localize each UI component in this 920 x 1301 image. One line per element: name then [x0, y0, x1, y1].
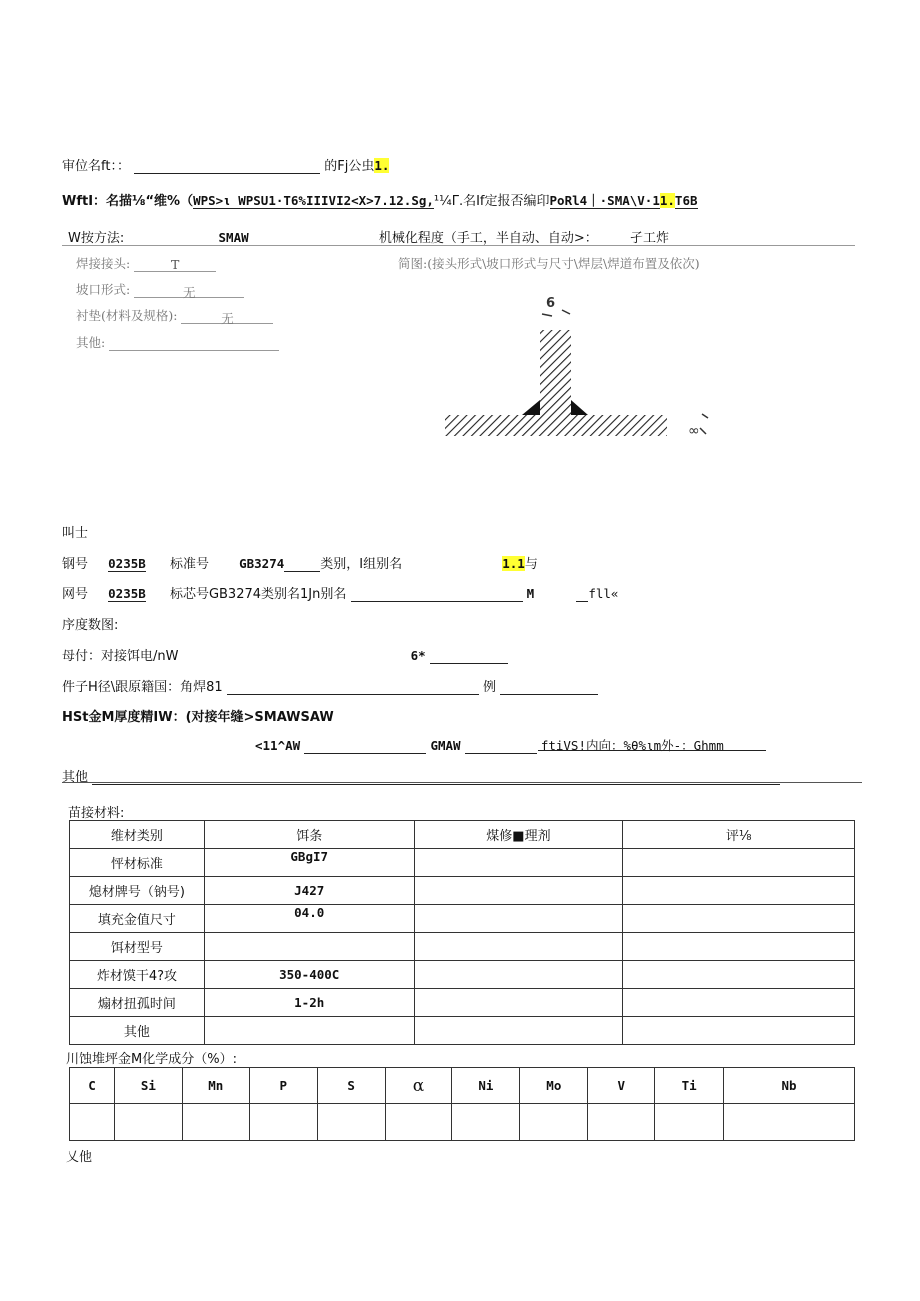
joint-other-blank — [109, 336, 279, 351]
chem-element-header: C — [70, 1068, 115, 1104]
chem-value-cell — [385, 1104, 452, 1141]
fti-label: ftiVS!内向：%θ%ιm外-：Ghmm — [540, 738, 724, 753]
section-divider — [62, 782, 862, 783]
pipe-end: 例 — [482, 680, 496, 695]
groove-line — [76, 280, 244, 298]
angle-label: <11^AW — [255, 738, 301, 753]
filler-row-value: 1-2h — [204, 989, 414, 1017]
filler-row-label: 炸材馍干4?攻 — [70, 961, 205, 989]
filler-header-0: 维材类别 — [70, 821, 205, 849]
filler-cell — [414, 933, 623, 961]
chem-title: 川蚀堆坪金M化学成分（%）: — [66, 1052, 237, 1067]
steel-value-2: 0235B — [108, 586, 146, 601]
filler-row-label: 怦材标准 — [70, 849, 205, 877]
filler-header-2: 煤修■理剂 — [414, 821, 623, 849]
chem-element-header: α — [385, 1068, 452, 1104]
wps-line — [62, 190, 698, 209]
backing-value: 无 — [181, 309, 273, 324]
group-label-1: 类别，I组别名 — [320, 557, 403, 572]
right-fillet-weld — [571, 400, 588, 415]
left-fillet-weld — [522, 400, 540, 415]
chem-value-cell — [588, 1104, 655, 1141]
chem-value-cell — [655, 1104, 724, 1141]
chem-value-cell — [520, 1104, 588, 1141]
gmaw-blank — [465, 739, 537, 754]
chem-value-cell — [317, 1104, 385, 1141]
mother-line — [62, 645, 508, 664]
chem-value-row — [70, 1104, 855, 1141]
divider — [62, 245, 855, 246]
steel-row-2 — [62, 583, 618, 602]
filler-row-value — [204, 933, 414, 961]
chem-value-cell — [249, 1104, 317, 1141]
filler-cell — [623, 849, 855, 877]
chem-element-header: Si — [114, 1068, 182, 1104]
chem-table — [69, 1067, 855, 1141]
filler-cell — [623, 989, 855, 1017]
filler-cell — [623, 905, 855, 933]
filler-row-value: GBgI7 — [204, 849, 414, 877]
unit-blank — [134, 159, 320, 174]
fti-underline — [538, 750, 766, 751]
chem-element-header: Mn — [182, 1068, 249, 1104]
sketch-label: 简图:(接头形式\坡口形式与尺寸\焊层\焊道布置及依次) — [398, 256, 700, 271]
filler-header-3: 评⅛ — [623, 821, 855, 849]
joint-other-label: 其他: — [76, 335, 106, 350]
group-blank-2 — [351, 587, 523, 602]
unit-line — [62, 155, 389, 174]
wps-end: T6B — [674, 193, 698, 208]
chem-element-header: Nb — [724, 1068, 855, 1104]
sketch-mark-right: ∞ — [688, 423, 700, 439]
backing-label: 衬垫(材料及规格): — [76, 308, 178, 323]
filler-header-row — [70, 821, 855, 849]
filler-cell — [414, 849, 623, 877]
filler-cell — [623, 933, 855, 961]
filler-row-value: 350-400C — [204, 961, 414, 989]
joint-type-label: 焊接接头: — [76, 256, 131, 271]
pipe-line — [62, 676, 598, 695]
method-blank — [128, 231, 214, 246]
chem-value-cell — [182, 1104, 249, 1141]
std-value-1: GB3274 — [239, 556, 285, 571]
mother-value: 6* — [410, 648, 426, 663]
mother-label: 母付：对接饵电/nW — [62, 649, 179, 664]
mech-value: 孑工炸 — [629, 231, 669, 246]
vertical-plate — [540, 330, 571, 415]
sketch-mark-top: 6 — [546, 296, 556, 311]
row2-m: M — [526, 586, 535, 601]
group-end-1: 与 — [524, 557, 538, 572]
method-value: SMAW — [218, 230, 249, 245]
filler-table — [69, 820, 855, 1045]
joint-other-line — [76, 333, 279, 351]
chem-element-header: Ni — [452, 1068, 520, 1104]
pipe-end-blank — [500, 680, 598, 695]
filler-row — [70, 877, 855, 905]
std-label-1: 标准号 — [169, 557, 209, 572]
wps-pqr: PoRl4｜·SMA\V·1 — [549, 193, 660, 208]
filler-row — [70, 961, 855, 989]
unit-highlight: 1. — [374, 158, 390, 173]
gmaw-label: GMAW — [430, 738, 461, 753]
wps-prefix: WftI：名描⅛“维%（ — [62, 194, 194, 209]
t-joint-sketch — [430, 290, 730, 450]
steel-row-1 — [62, 553, 538, 572]
std-blank-1 — [284, 557, 320, 572]
chem-value-cell — [724, 1104, 855, 1141]
chem-header-row — [70, 1068, 855, 1104]
chem-element-header: V — [588, 1068, 655, 1104]
filler-row — [70, 905, 855, 933]
joint-type-value: T — [134, 257, 216, 272]
mother-blank — [430, 649, 508, 664]
filler-row-value: 04.0 — [204, 905, 414, 933]
chem-element-header: Ti — [655, 1068, 724, 1104]
unit-suffix: 的Fj公虫 — [324, 159, 375, 174]
pipe-label: 件子H径\跟原籍国：角焊81 — [62, 680, 223, 695]
filler-row-label: 填充金值尺寸 — [70, 905, 205, 933]
row2-blank-end — [576, 587, 588, 602]
base-other-label: 其他 — [62, 770, 89, 785]
chem-value-cell — [452, 1104, 520, 1141]
method-line — [68, 227, 669, 246]
unit-label: 审位名ft：： — [62, 159, 130, 174]
chem-value-cell — [70, 1104, 115, 1141]
chem-element-header: Mo — [520, 1068, 588, 1104]
chem-other-label: 乂他 — [66, 1150, 93, 1165]
filler-cell — [623, 961, 855, 989]
filler-cell — [414, 905, 623, 933]
std-label-2: 标芯号GB3274类别名1Jn别名 — [169, 587, 347, 602]
pipe-blank — [227, 680, 479, 695]
steel-value-1: 0235B — [108, 556, 146, 571]
hst-line: HSt金M厚度精IW：(对接年缝>SMAWSAW — [62, 710, 334, 725]
groove-label: 坡口形式: — [76, 282, 131, 297]
filler-row-label: 熄材牌号（钠号) — [70, 877, 205, 905]
chem-element-header: P — [249, 1068, 317, 1104]
base-metal-title: 叫士 — [62, 526, 89, 541]
filler-row-value — [204, 1017, 414, 1045]
wps-code: WPS>ι WPSU1·T6%IIIVI2<X>7.12.Sg, — [193, 193, 434, 208]
filler-cell — [414, 989, 623, 1017]
filler-header-1: 饵条 — [204, 821, 414, 849]
filler-row-label: 其他 — [70, 1017, 205, 1045]
filler-row-value: J427 — [204, 877, 414, 905]
filler-row-label: 饵材型号 — [70, 933, 205, 961]
wps-highlight: 1. — [659, 193, 675, 208]
steel-label-1: 钢号 — [62, 557, 89, 572]
filler-row-label: 煽材扭孤时间 — [70, 989, 205, 1017]
group-highlight-1: 1.1 — [502, 556, 525, 571]
filler-cell — [623, 877, 855, 905]
filler-row — [70, 1017, 855, 1045]
filler-row — [70, 849, 855, 877]
filler-cell — [414, 961, 623, 989]
groove-value: 无 — [134, 283, 244, 298]
angle-line — [255, 736, 724, 754]
chem-element-header: S — [317, 1068, 385, 1104]
filler-cell — [414, 1017, 623, 1045]
method-blank-2 — [253, 231, 375, 246]
steel-label-2: 网号 — [62, 587, 89, 602]
backing-line — [76, 306, 273, 324]
angle-blank — [304, 739, 426, 754]
filler-cell — [623, 1017, 855, 1045]
method-label: W按方法: — [68, 231, 125, 246]
mech-label: 机械化程度（手工，半自动、自动>： — [378, 231, 598, 246]
row2-end: fll« — [588, 586, 619, 601]
filler-cell — [414, 877, 623, 905]
base-plate — [445, 415, 667, 436]
filler-row — [70, 989, 855, 1017]
filler-title: 苗接材料: — [68, 806, 125, 821]
filler-row — [70, 933, 855, 961]
joint-type-line — [76, 254, 216, 272]
chem-value-cell — [114, 1104, 182, 1141]
thickness-title: 序度数图: — [62, 618, 119, 633]
wps-mid: ¹¼Γ.名If定报否编印 — [433, 194, 550, 209]
